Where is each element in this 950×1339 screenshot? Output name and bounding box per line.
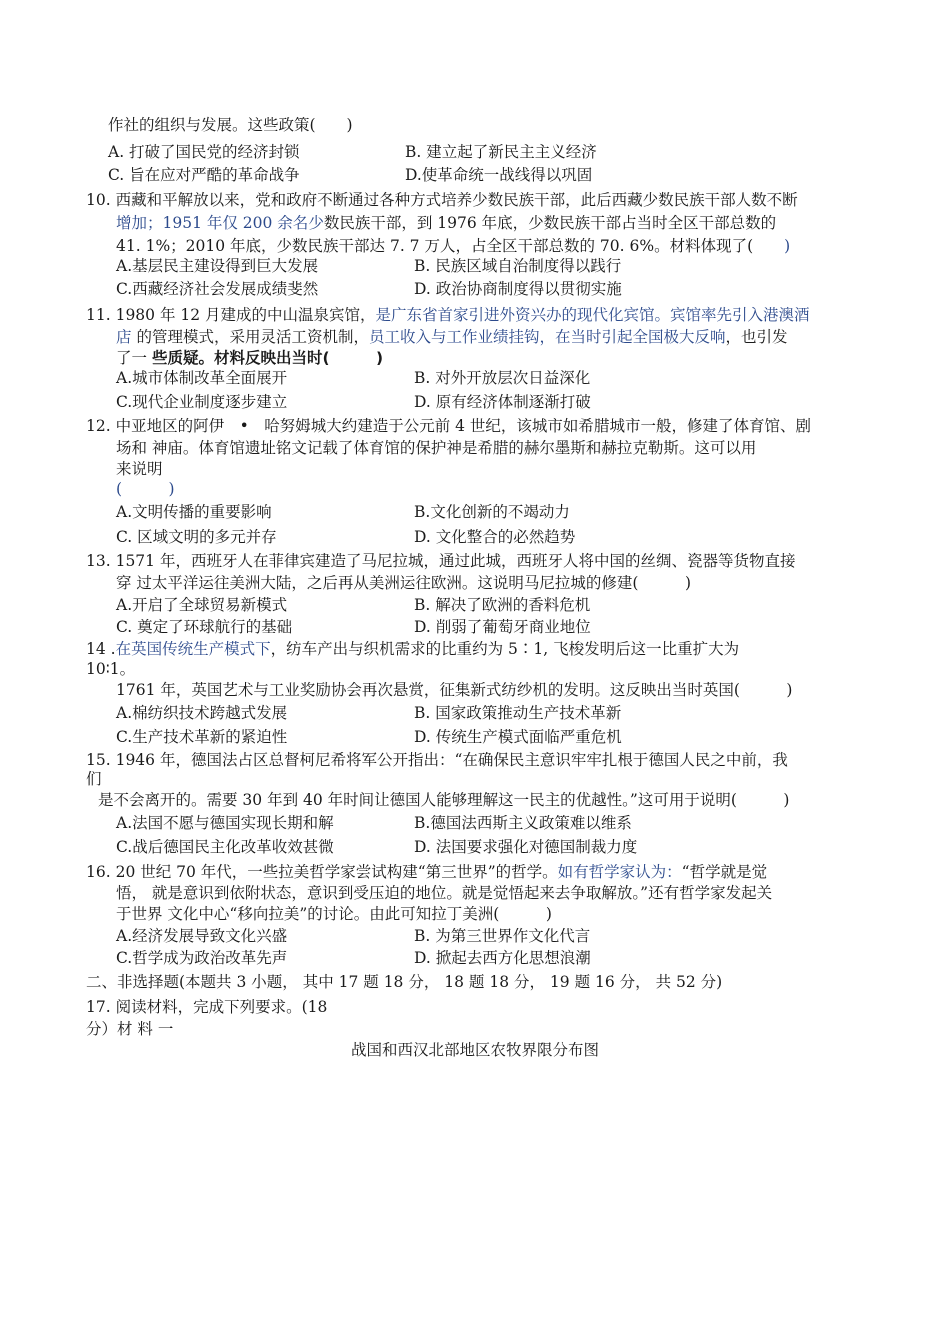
q11-stem-line2-hl1: 店 xyxy=(116,328,132,346)
section2-heading: 二、非选择题(本题共 3 小题， 其中 17 题 18 分， 18 题 18 分， 19 题 16 分， 共 52 分) xyxy=(86,973,723,991)
q16-option-d: D. 掀起去西方化思想浪潮 xyxy=(414,949,591,967)
q9-stem-tail: 作社的组织与发展。这些政策( ) xyxy=(108,116,353,134)
q14-stem-line3: 1761 年，英国艺术与工业奖励协会再次悬赏，征集新式纺纱机的发明。这反映出当时英国( ) xyxy=(116,681,793,699)
q14-option-d: D. 传统生产模式面临严重危机 xyxy=(414,728,622,746)
q15-option-d: D. 法国要求强化对德国制裁力度 xyxy=(414,838,638,856)
q12-stem-line1: 12. 中亚地区的阿伊 • 哈努姆城大约建造于公元前 4 世纪，该城市如希腊城市一般，修建了体育馆、剧 xyxy=(86,417,811,435)
q14-option-b: B. 国家政策推动生产技术革新 xyxy=(414,704,622,722)
q14-stem-line1-rest: ，纺车产出与织机需求的比重约为 5∶1, 飞梭发明后这一比重扩大为 xyxy=(270,640,740,658)
q11-option-b: B. 对外开放层次日益深化 xyxy=(414,369,591,387)
q16-stem-line1-text: 16. 20 世纪 70 年代，一些拉美哲学家尝试构建“第三世界”的哲学。 xyxy=(86,863,558,881)
q11-option-a: A.城市体制改革全面展开 xyxy=(116,369,288,387)
q10-stem-line2 xyxy=(116,213,776,233)
q9-option-c: C. 旨在应对严酷的革命战争 xyxy=(108,166,300,184)
q15-stem-line2: 们 xyxy=(86,770,102,788)
q14-stem-line2: 10∶1。 xyxy=(86,660,136,678)
q11-option-c: C.现代企业制度逐步建立 xyxy=(116,393,288,411)
q10-stem-line2-highlight: 增加；1951 年仅 200 余名少 xyxy=(116,214,324,232)
q9-option-a: A. 打破了国民党的经济封锁 xyxy=(108,143,300,161)
q11-stem-line2 xyxy=(116,327,787,347)
q11-stem-line1 xyxy=(86,305,810,325)
q12-option-d: D. 文化整合的必然趋势 xyxy=(414,528,576,546)
q10-option-c: C.西藏经济社会发展成绩斐然 xyxy=(116,280,319,298)
q17-figure-title: 战国和西汉北部地区农牧界限分布图 xyxy=(350,1041,599,1059)
q17-stem-line1: 17. 阅读材料，完成下列要求。(18 xyxy=(86,998,328,1016)
q16-stem-line3: 于世界 文化中心“移向拉美”的讨论。由此可知拉丁美洲( ) xyxy=(116,905,552,923)
q12-stem-line3: 来说明 xyxy=(116,460,163,478)
q10-option-a: A.基层民主建设得到巨大发展 xyxy=(116,257,319,275)
q13-stem-line1: 13. 1571 年，西班牙人在菲律宾建造了马尼拉城，通过此城，西班牙人将中国的丝绸、瓷器等货物直接 xyxy=(86,552,796,570)
q10-option-b: B. 民族区域自治制度得以践行 xyxy=(414,257,622,275)
q10-answer-blank: ) xyxy=(753,237,791,255)
q16-stem-line2: 悟， 就是意识到依附状态，意识到受压迫的地位。就是觉悟起来去争取解放。”还有哲学家发起关 xyxy=(116,884,773,902)
q16-stem-line1-quote: “哲学就是觉 xyxy=(681,863,768,881)
q13-stem-line2: 穿 过太平洋运往美洲大陆，之后再从美洲运往欧洲。这说明马尼拉城的修建( ) xyxy=(116,574,692,592)
q9-option-b: B. 建立起了新民主主义经济 xyxy=(405,143,597,161)
q15-stem-line1: 15. 1946 年，德国法占区总督柯尼希将军公开指出：“在确保民主意识牢牢扎根于德国人民之中前，我 xyxy=(86,751,788,769)
q14-stem-highlight: 在英国传统生产模式下 xyxy=(115,640,271,658)
q10-stem-line1: 10. 西藏和平解放以来，党和政府不断通过各种方式培养少数民族干部，此后西藏少数民族干部人数不断 xyxy=(86,191,798,209)
q10-stem-line2-rest: 数民族干部，到 1976 年底，少数民族干部占当时全区干部总数的 xyxy=(323,214,777,232)
q14-option-c: C.生产技术革新的紧迫性 xyxy=(116,728,288,746)
q12-option-a: A.文明传播的重要影响 xyxy=(116,503,272,521)
q11-option-d: D. 原有经济体制逐渐打破 xyxy=(414,393,591,411)
q16-stem-line1 xyxy=(86,862,767,882)
q10-stem-line3-text: 41. 1%；2010 年底，少数民族干部达 7. 7 万人，占全区干部总数的 70. 6%。材料体现了( xyxy=(116,237,754,255)
q12-answer-blank: ( ) xyxy=(116,480,175,498)
q11-stem-line3-text: 了一 xyxy=(116,349,152,367)
q16-option-b: B. 为第三世界作文化代言 xyxy=(414,927,591,945)
q16-option-c: C.哲学成为政治改革先声 xyxy=(116,949,288,967)
q13-option-b: B. 解决了欧洲的香料危机 xyxy=(414,596,591,614)
q13-option-c: C. 奠定了环球航行的基础 xyxy=(116,618,293,636)
q12-option-c: C. 区域文明的多元并存 xyxy=(116,528,277,546)
q11-stem-line2-hl2: 员工收入与工作业绩挂钩，在当时引起全国极大反响 xyxy=(368,328,726,346)
q14-stem-line1 xyxy=(86,639,739,659)
q12-stem-line2: 场和 神庙。体育馆遗址铭文记载了体育馆的保护神是希腊的赫尔墨斯和赫拉克勒斯。这可以用 xyxy=(116,439,757,457)
q14-number: 14 . xyxy=(86,640,116,658)
q17-stem-line2: 分）材 料 一 xyxy=(86,1020,174,1038)
q11-stem-line3-bold: 些质疑。材料反映出当时( ) xyxy=(151,349,384,367)
q14-option-a: A.棉纺织技术跨越式发展 xyxy=(116,704,288,722)
q10-stem-line3 xyxy=(116,236,790,256)
q13-option-d: D. 削弱了葡萄牙商业地位 xyxy=(414,618,591,636)
q15-option-a: A.法国不愿与德国实现长期和解 xyxy=(116,814,334,832)
q11-stem-line1-text: 11. 1980 年 12 月建成的中山温泉宾馆， xyxy=(86,306,376,324)
q15-option-b: B.德国法西斯主义政策难以维系 xyxy=(414,814,632,832)
q10-option-d: D. 政治协商制度得以贯彻实施 xyxy=(414,280,622,298)
q13-option-a: A.开启了全球贸易新模式 xyxy=(116,596,288,614)
q11-stem-line2-text1: 的管理模式，采用灵活工资机制， xyxy=(131,328,369,346)
q11-stem-line1-highlight: 是广东省首家引进外资兴办的现代化宾馆。宾馆率先引入港澳酒 xyxy=(375,306,810,324)
q11-stem-line2-text2: ，也引发 xyxy=(725,328,788,346)
q15-option-c: C.战后德国民主化改革收效甚微 xyxy=(116,838,334,856)
q16-stem-line1-highlight: 如有哲学家认为： xyxy=(557,863,682,881)
q15-stem-line3: 是不会离开的。需要 30 年到 40 年时间让德国人能够理解这一民主的优越性。”这可用于说明( ) xyxy=(98,791,790,809)
q16-option-a: A.经济发展导致文化兴盛 xyxy=(116,927,288,945)
q11-stem-line3 xyxy=(116,348,383,368)
q12-option-b: B.文化创新的不竭动力 xyxy=(414,503,570,521)
q9-option-d: D.使革命统一战线得以巩固 xyxy=(405,166,593,184)
